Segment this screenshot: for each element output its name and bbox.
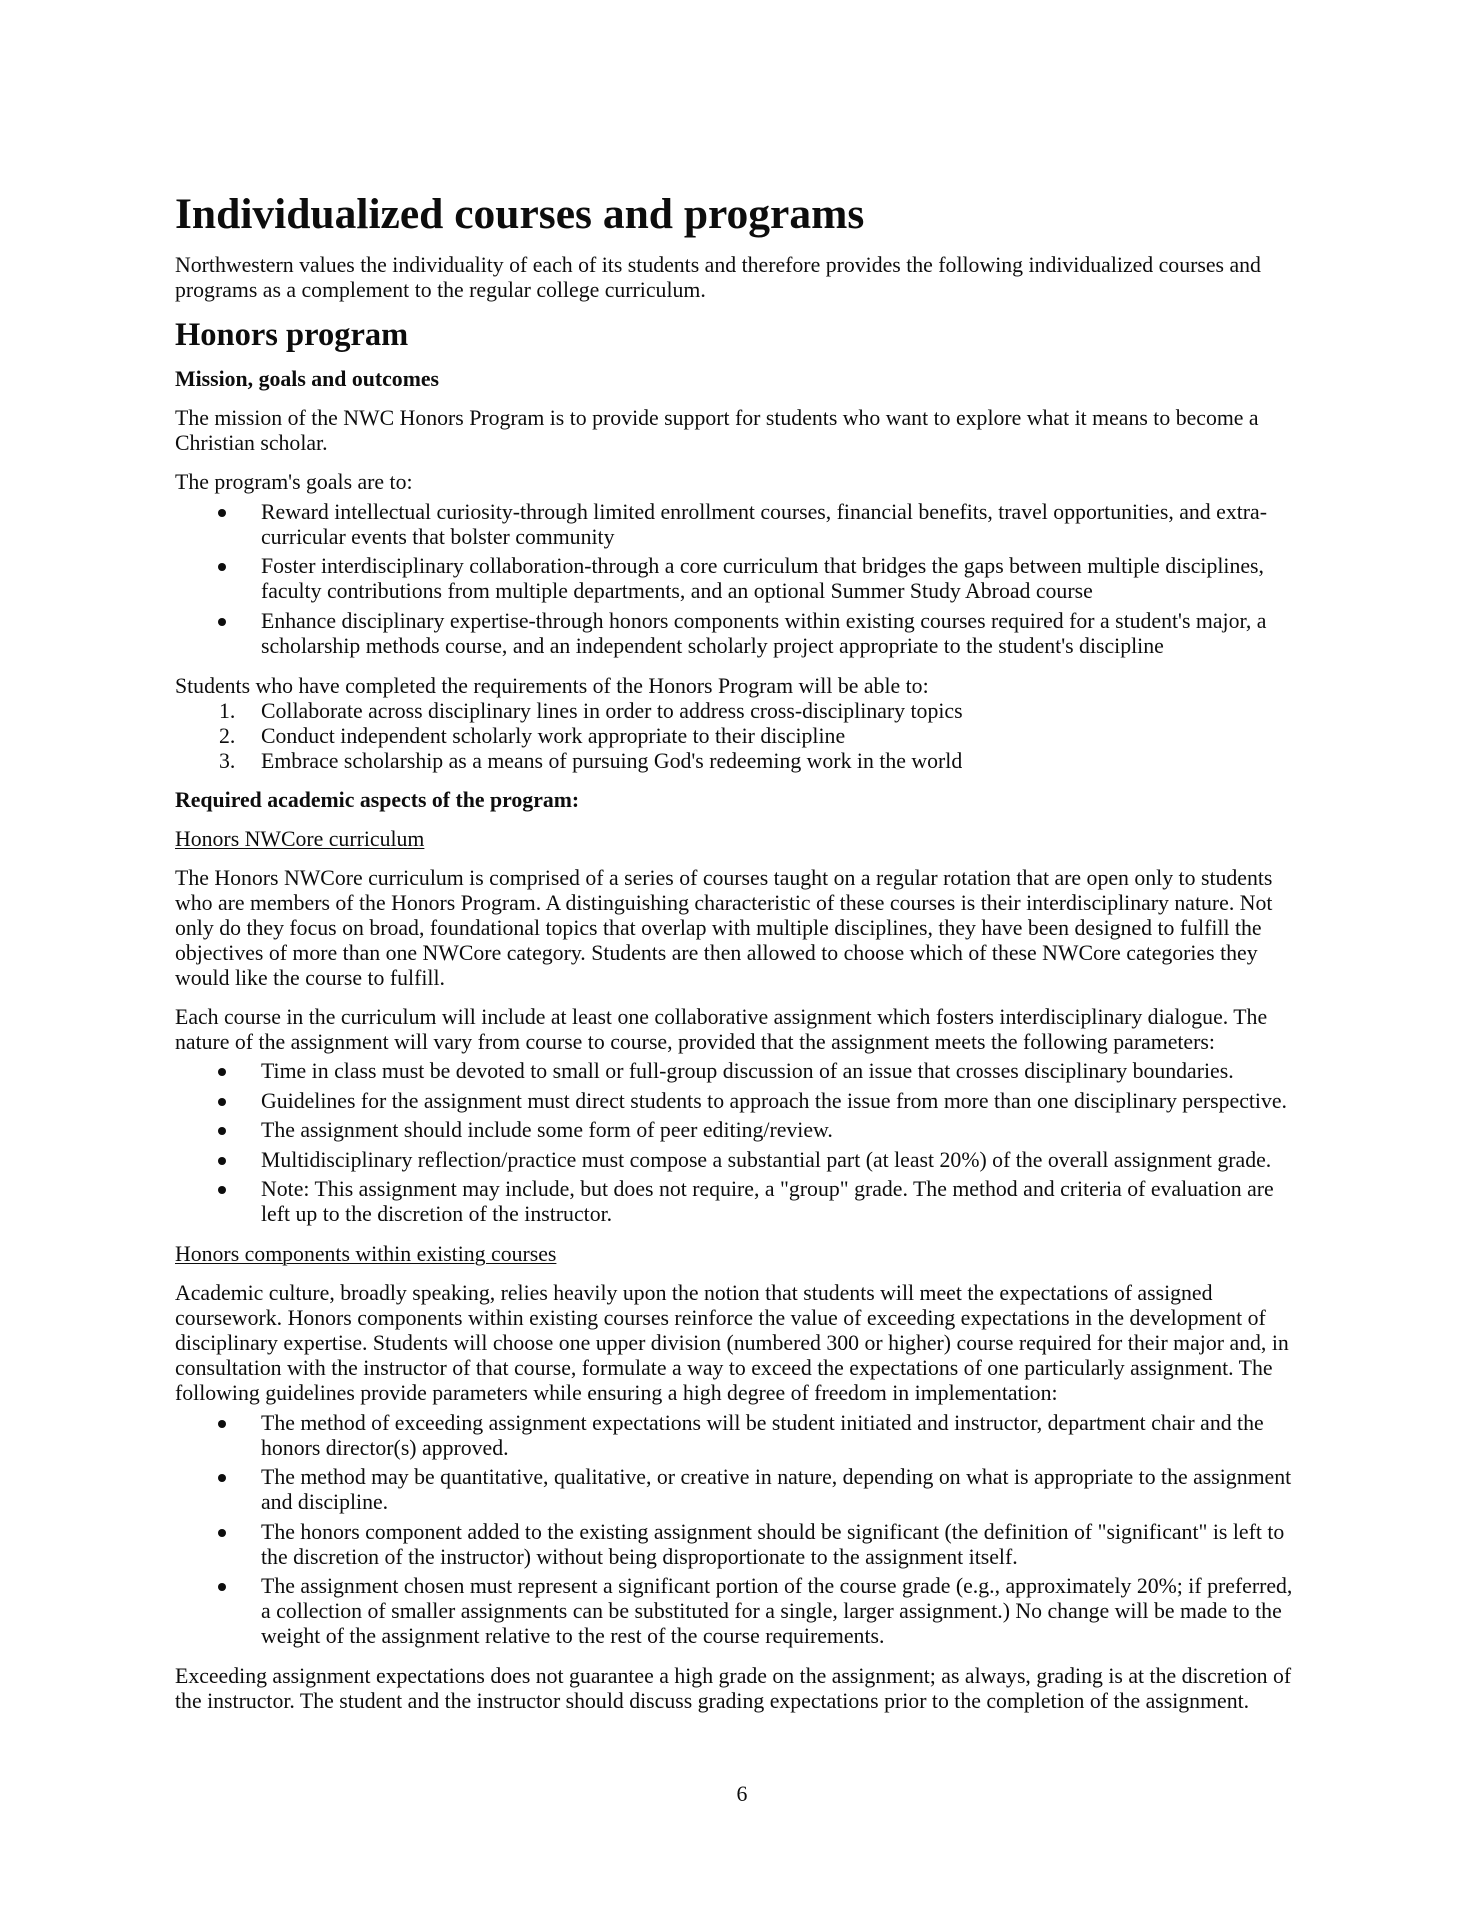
list-item xyxy=(175,1059,1300,1084)
list-item xyxy=(175,500,1300,550)
components-subheading: Honors components within existing courses xyxy=(175,1242,557,1266)
page-number: 6 xyxy=(736,1782,748,1806)
list-item xyxy=(175,1177,1300,1227)
page-title: Individualized courses and programs xyxy=(175,190,865,238)
numbered-item xyxy=(175,749,1300,774)
bullet-icon xyxy=(218,1186,226,1194)
numbered-item xyxy=(175,699,1300,724)
bullet-icon xyxy=(218,1157,226,1165)
list-item-text: Enhance disciplinary expertise-through honors components within existing courses required for a student's major, a scholarship methods course, and an independent scholarly project appropriate to the student's discipline xyxy=(261,608,1267,658)
list-item xyxy=(175,1520,1300,1570)
list-item-text: Foster interdisciplinary collaboration-through a core curriculum that bridges the gaps between multiple disciplines, faculty contributions from multiple departments, and an optional Summer Study Abroad course xyxy=(261,554,1264,603)
mission-heading: Mission, goals and outcomes xyxy=(175,367,440,391)
bullet-icon xyxy=(218,1127,226,1135)
list-item-text: The method may be quantitative, qualitative, or creative in nature, depending on what is appropriate to the assignment and discipline. xyxy=(261,1465,1292,1514)
nwcore-description: The Honors NWCore curriculum is comprised of a series of courses taught on a regular rotation that are open only to students who are members of the Honors Program. A distinguishing characteristic of these courses is their interdisciplinary nature. Not only do they focus on broad, foundational topics that overlap with multiple disciplines, they have been designed to fulfill the objectives of more than one NWCore category. Students are then allowed to choose which of these NWCore categories they would like the course to fulfill. xyxy=(175,865,1273,990)
list-item-text: Guidelines for the assignment must direct students to approach the issue from more than one disciplinary perspective. xyxy=(261,1088,1288,1113)
list-item-text: Note: This assignment may include, but does not require, a "group" grade. The method and criteria of evaluation are left up to the discretion of the instructor. xyxy=(261,1177,1274,1226)
bullet-icon xyxy=(218,509,226,517)
list-item xyxy=(175,554,1300,604)
goals-list xyxy=(175,500,1300,659)
list-item xyxy=(175,1118,1300,1143)
numbered-item xyxy=(175,724,1300,749)
closing-paragraph: Exceeding assignment expectations does not guarantee a high grade on the assignment; as always, grading is at the discretion of the instructor. The student and the instructor should discuss grading expectations prior to the completion of the assignment. xyxy=(175,1664,1292,1713)
bullet-icon xyxy=(218,1098,226,1106)
list-item xyxy=(175,1465,1300,1515)
list-item xyxy=(175,1089,1300,1114)
list-item-text: Time in class must be devoted to small or full-group discussion of an issue that crosses disciplinary boundaries. xyxy=(261,1059,1234,1083)
bullet-icon xyxy=(218,1583,226,1591)
nwcore-subheading: Honors NWCore curriculum xyxy=(175,826,425,851)
list-item-text: The honors component added to the existing assignment should be significant (the definition of "significant" is left to the discretion of the instructor) without being disproportionate to the assignment itself. xyxy=(261,1519,1285,1569)
list-item xyxy=(175,609,1300,659)
item-number: 2. xyxy=(219,723,236,748)
list-item-text: The assignment chosen must represent a significant portion of the course grade (e.g., approximately 20%; if preferred, a collection of smaller assignments can be substituted for a single, larger assignment.) No change will be made to the weight of the assignment relative to the rest of the course requirements. xyxy=(261,1574,1293,1648)
outcomes-list xyxy=(175,699,1300,774)
components-description: Academic culture, broadly speaking, relies heavily upon the notion that students will meet the expectations of assigned coursework. Honors components within existing courses reinforce the value of exceeding expectations in the development of disciplinary expertise. Students will choose one upper division (numbered 300 or higher) course required for their major and, in consultation with the instructor of that course, formulate a way to exceed the expectations of one particularly assignment. The following guidelines provide parameters while ensuring a high degree of freedom in implementation: xyxy=(175,1281,1289,1405)
bullet-icon xyxy=(218,563,226,571)
item-number: 1. xyxy=(219,698,236,723)
requirements-heading: Required academic aspects of the program: xyxy=(175,787,580,812)
bullet-icon xyxy=(218,1068,226,1076)
numbered-item-text: Conduct independent scholarly work appropriate to their discipline xyxy=(261,723,846,748)
bullet-icon xyxy=(218,1529,226,1537)
document-body xyxy=(175,189,1300,1714)
numbered-item-text: Collaborate across disciplinary lines in order to address cross-disciplinary topics xyxy=(261,698,963,723)
section-heading-honors-program: Honors program xyxy=(175,317,409,353)
intro-paragraph: Northwestern values the individuality of each of its students and therefore provides the following individualized courses and programs as a complement to the regular college curriculum. xyxy=(175,253,1261,302)
bullet-icon xyxy=(218,1420,226,1428)
list-item xyxy=(175,1148,1300,1173)
parameters-list xyxy=(175,1059,1300,1227)
assignment-intro: Each course in the curriculum will include at least one collaborative assignment which fosters interdisciplinary dialogue. The nature of the assignment will vary from course to course, provided that the assignment meets the following parameters: xyxy=(175,1004,1268,1054)
outcomes-intro: Students who have completed the requirements of the Honors Program will be able to: xyxy=(175,673,929,698)
list-item-text: The assignment should include some form of peer editing/review. xyxy=(261,1118,833,1142)
mission-paragraph: The mission of the NWC Honors Program is to provide support for students who want to explore what it means to become a Christian scholar. xyxy=(175,406,1259,455)
bullet-icon xyxy=(218,1474,226,1482)
bullet-icon xyxy=(218,618,226,626)
list-item-text: Multidisciplinary reflection/practice must compose a substantial part (at least 20%) of the overall assignment grade. xyxy=(261,1147,1272,1172)
numbered-item-text: Embrace scholarship as a means of pursuing God's redeeming work in the world xyxy=(261,748,963,773)
list-item xyxy=(175,1574,1300,1649)
list-item-text: Reward intellectual curiosity-through limited enrollment courses, financial benefits, travel opportunities, and extra-curricular events that bolster community xyxy=(261,499,1267,549)
guidelines-list xyxy=(175,1411,1300,1650)
list-item-text: The method of exceeding assignment expectations will be student initiated and instructor, department chair and the honors director(s) approved. xyxy=(261,1410,1264,1460)
list-item xyxy=(175,1411,1300,1461)
goals-intro: The program's goals are to: xyxy=(175,470,413,494)
item-number: 3. xyxy=(219,748,236,773)
